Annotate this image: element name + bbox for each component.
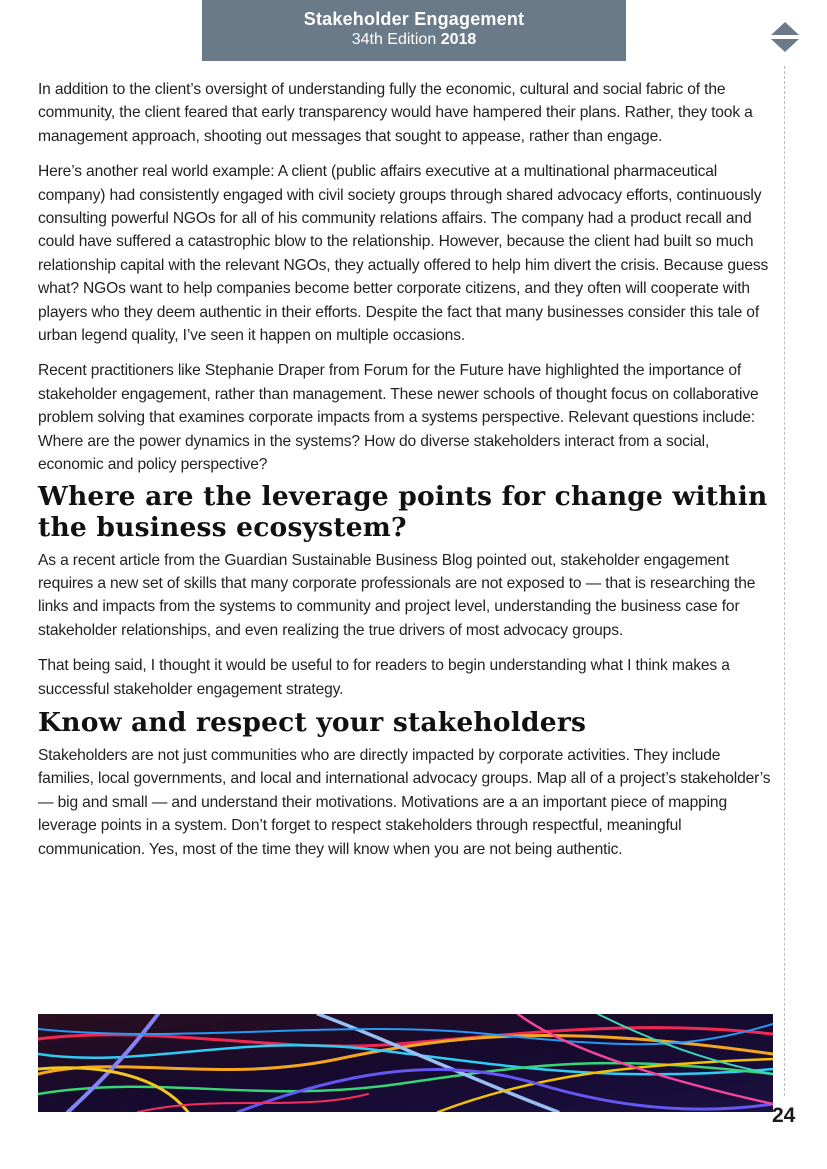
page-navigation[interactable] — [771, 22, 799, 53]
section-heading-know-stakeholders: Know and respect your stakeholders — [38, 706, 587, 738]
paragraph-2: Here’s another real world example: A client (public affairs executive at a multinational pharmaceutical company) had consistently engaged with civil society groups through shared advocacy efforts, continuously consulting powerful NGOs for all of his community relations affairs. The company had a product recall and could have suffered a catastrophic blow to the relationship. However, because the client had built so much relationship capital with the relevant NGOs, they actually offered to help him divert the crisis. Because guess what? NGOs want to help companies become better corporate citizens, and they often will cooperate with players who they deem authentic in their efforts. Despite the fact that many businesses consider this tale of urban legend quality, I’ve seen it happen on multiple occasions. — [38, 163, 769, 345]
header-banner — [202, 0, 626, 61]
edition-line — [202, 29, 626, 51]
edition-year: 2018 — [440, 31, 477, 48]
paragraph-3: Recent practitioners like Stephanie Draper from Forum for the Future have highlighted the importance of stakeholder engagement, rather than management. These newer schools of thought focus on collaborative problem solving that examines corporate impacts from a systems perspective. Relevant questions include: Where are the power dynamics in the systems? How do diverse stakeholders interact from a social, economic and policy perspective? — [38, 362, 759, 474]
page-number: 24 — [772, 1104, 796, 1127]
light-trails-image — [38, 1014, 773, 1112]
publication-title: Stakeholder Engagement — [303, 9, 525, 29]
triangle-down-icon[interactable] — [771, 39, 799, 52]
paragraph-6: Stakeholders are not just communities who are directly impacted by corporate activities. They include families, local governments, and local and international advocacy groups. Map all of a project’s stakeholder’s — big and small — and understand their motivations. Motivations are a an important piece of mapping leverage points in a system. Don’t forget to respect stakeholders through respectful, meaningful communication. Yes, most of the time they will know when you are not being authentic. — [38, 746, 771, 858]
edition-label: 34th Edition — [351, 31, 437, 48]
paragraph-4: As a recent article from the Guardian Sustainable Business Blog pointed out, stakeholder engagement requires a new set of skills that many corporate professionals are not exposed to — that is researching the links and impacts from the systems to community and project level, understanding the business case for stakeholder relationships, and even realizing the true drivers of most advocacy groups. — [38, 551, 756, 639]
dashed-divider — [784, 66, 785, 1096]
paragraph-5: That being said, I thought it would be useful to for readers to begin understanding what I think makes a successful stakeholder engagement strategy. — [38, 657, 730, 698]
section-heading-leverage-points: Where are the leverage points for change within the business ecosystem? — [38, 480, 768, 543]
paragraph-1: In addition to the client’s oversight of understanding fully the economic, cultural and social fabric of the community, the client feared that early transparency would have hampered their plans. Rather, they took a management approach, shooting out messages that sought to appease, rather than engage. — [38, 81, 753, 145]
light-trails-graphic — [38, 1014, 773, 1112]
triangle-up-icon[interactable] — [771, 22, 799, 35]
article-body — [38, 78, 778, 873]
